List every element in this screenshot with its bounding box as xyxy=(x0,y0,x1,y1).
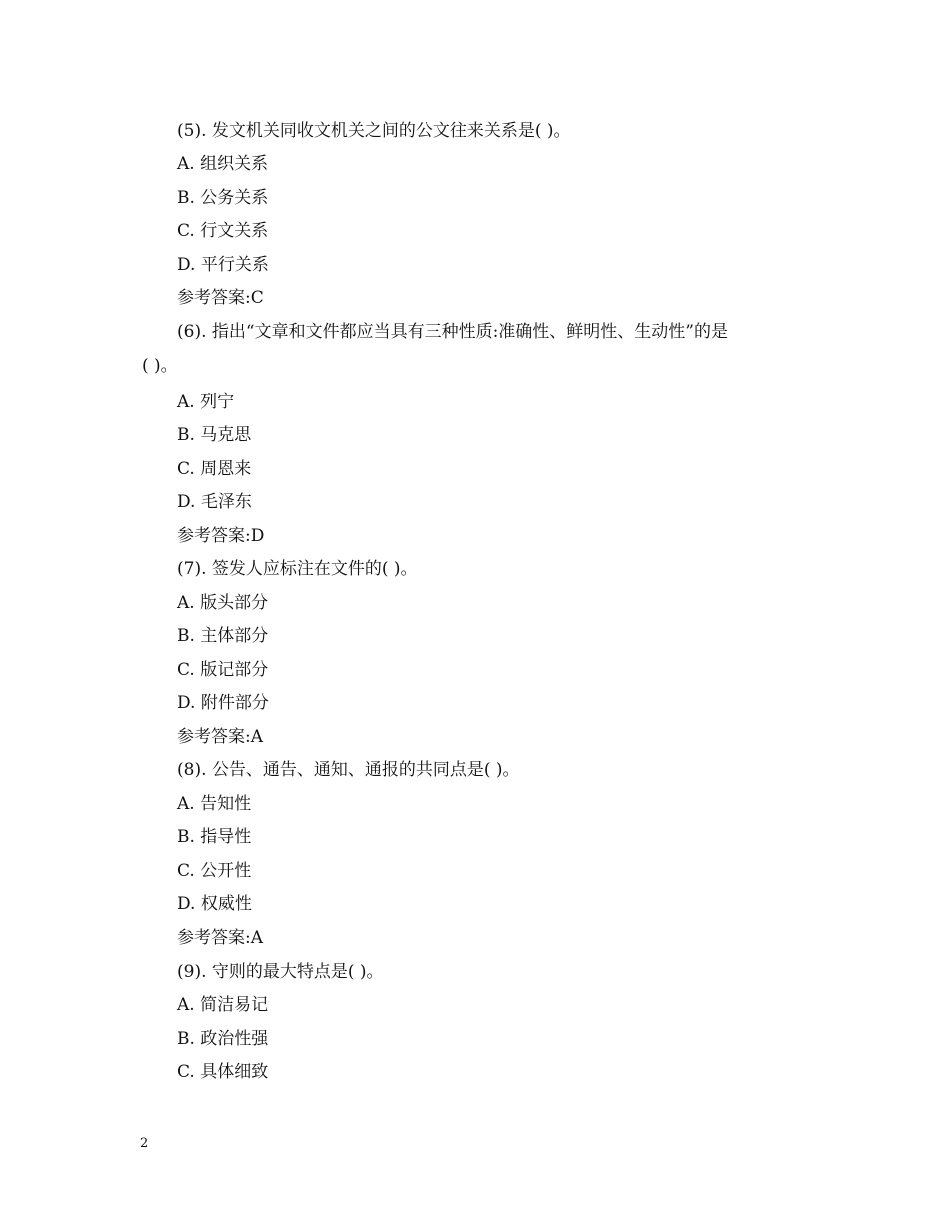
q6-option-d: D. 毛泽东 xyxy=(177,492,252,512)
q8-answer: 参考答案:A xyxy=(177,928,264,948)
q5-option-c: C. 行文关系 xyxy=(177,221,269,241)
q5-option-a: A. 组织关系 xyxy=(177,154,269,174)
q8-option-b: B. 指导性 xyxy=(177,827,252,847)
q7-answer: 参考答案:A xyxy=(177,727,264,747)
q6-option-a: A. 列宁 xyxy=(177,392,235,412)
q5-option-d: D. 平行关系 xyxy=(177,255,269,275)
q9-option-b: B. 政治性强 xyxy=(177,1029,269,1049)
q6-answer: 参考答案:D xyxy=(177,526,265,546)
q8-option-d: D. 权威性 xyxy=(177,894,252,914)
q7-option-a: A. 版头部分 xyxy=(177,593,269,613)
q9-option-a: A. 简洁易记 xyxy=(177,995,269,1015)
question-8-text: (8). 公告、通告、通知、通报的共同点是( )。 xyxy=(177,760,520,780)
q8-option-c: C. 公开性 xyxy=(177,861,252,881)
q9-option-c: C. 具体细致 xyxy=(177,1062,269,1082)
q5-option-b: B. 公务关系 xyxy=(177,188,269,208)
page-number: 2 xyxy=(140,1136,149,1151)
question-7-text: (7). 签发人应标注在文件的( )。 xyxy=(177,559,418,579)
q6-option-c: C. 周恩来 xyxy=(177,459,252,479)
question-6-text: (6). 指出“文章和文件都应当具有三种性质:准确性、鲜明性、生动性”的是 xyxy=(177,322,728,342)
q8-option-a: A. 告知性 xyxy=(177,794,252,814)
question-9-text: (9). 守则的最大特点是( )。 xyxy=(177,962,384,982)
q7-option-b: B. 主体部分 xyxy=(177,626,269,646)
q7-option-c: C. 版记部分 xyxy=(177,660,269,680)
q7-option-d: D. 附件部分 xyxy=(177,693,269,713)
question-5-text: (5). 发文机关同收文机关之间的公文往来关系是( )。 xyxy=(177,121,571,141)
question-6-continuation: ( )。 xyxy=(142,356,178,376)
q6-option-b: B. 马克思 xyxy=(177,425,252,445)
q5-answer: 参考答案:C xyxy=(177,288,264,308)
